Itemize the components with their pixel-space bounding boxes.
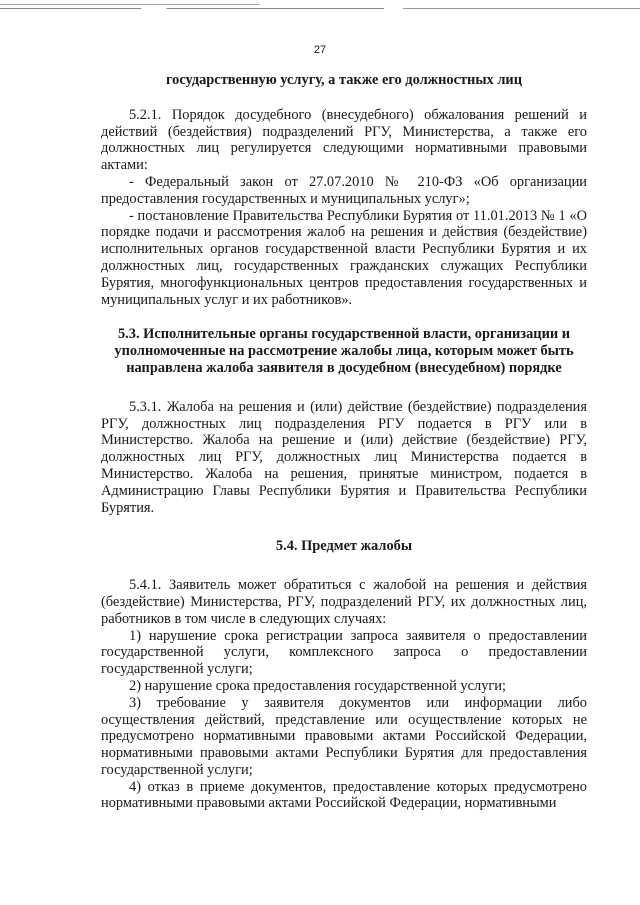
page-number: 27 — [313, 44, 327, 56]
paragraph-5-2-1: 5.2.1. Порядок досудебного (внесудебного) обжалования решений и действий (бездействия) подразделений РГУ, Министерства, а также его должностных лиц регулируется следующими нормативными правовыми актами: — [101, 106, 587, 174]
list-item: 1) нарушение срока регистрации запроса заявителя о предоставлении государственной услуги, комплексного запроса о предоставлении государственной услуги; — [101, 627, 587, 678]
scan-artifact-line — [0, 8, 640, 9]
list-item: - постановление Правительства Республики Бурятия от 11.01.2013 № 1 «О порядке подачи и рассмотрения жалоб на решения и действия (бездействие) исполнительных органов государственной власти Республики Бурятия и их должностных лиц, государственных гражданских служащих Республики Бурятия, многофункциональных центров предоставления государственных и муниципальных услуг и их работников». — [101, 207, 587, 308]
scan-artifact-line — [0, 4, 260, 5]
list-item: 2) нарушение срока предоставления государственной услуги; — [129, 677, 506, 694]
section-heading: государственную услугу, а также его должностных лиц — [165, 72, 523, 88]
section-heading-5-3: 5.3. Исполнительные органы государственной власти, организации и уполномоченные на рассмотрение жалобы лица, которым может быть направлена жалоба заявителя в досудебном (внесудебном) порядке — [114, 326, 574, 376]
list-item: 3) требование у заявителя документов или информации либо осуществления действий, представление или осуществление которых не предусмотрено нормативными правовыми актами Российской Федерации, нормативными правовыми актами Республики Бурятия для предоставления государственной услуги; — [101, 694, 587, 778]
section-heading-5-4: 5.4. Предмет жалобы — [275, 538, 413, 555]
list-item: 4) отказ в приеме документов, предоставление которых предусмотрено нормативными правовыми актами Российской Федерации, нормативными — [101, 778, 587, 812]
list-item: - Федеральный закон от 27.07.2010 № 210-ФЗ «Об организации предоставления государственных и муниципальных услуг»; — [101, 173, 587, 207]
paragraph-5-4-1: 5.4.1. Заявитель может обратиться с жалобой на решения и действия (бездействие) Министерства, РГУ, подразделений РГУ, их должностных лиц, работников в том числе в следующих случаях: — [101, 577, 587, 627]
paragraph-5-3-1: 5.3.1. Жалоба на решения и (или) действие (бездействие) подразделения РГУ, должностных лиц подразделения РГУ подается в РГУ или в Министерство. Жалоба на решение и (или) действие (бездействие) РГУ, должностных лиц РГУ, должностных лиц Министерства подается в Министерство. Жалоба на решения, принятые министром, подается в Администрацию Главы Республики Бурятия и Правительства Республики Бурятия. — [101, 398, 587, 516]
document-body — [101, 72, 587, 812]
